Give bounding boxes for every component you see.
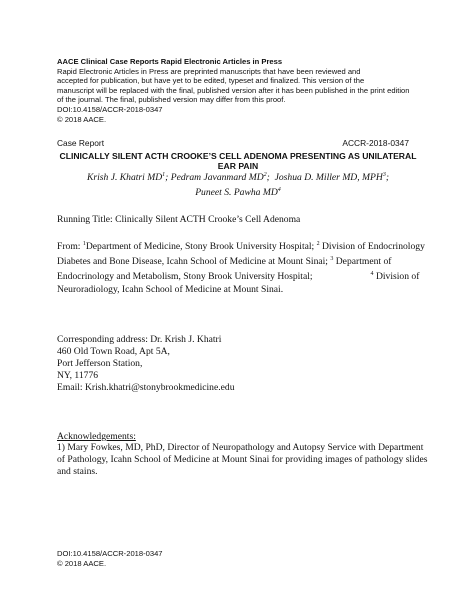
press-notice xyxy=(57,57,429,124)
author-name: Krish J. Khatri MD xyxy=(86,172,163,184)
author-name: ; Joshua D. Miller MD, MPH xyxy=(266,172,383,184)
affiliation-label: From: xyxy=(57,241,83,253)
notice-copyright: © 2018 AACE. xyxy=(57,114,107,124)
affiliation-mark: 4 xyxy=(370,271,374,278)
acknowledgement-line: of Pathology, Icahn School of Medicine at Mount Sinai for providing images of pathology slides xyxy=(57,454,428,465)
correspondence-block xyxy=(57,334,235,394)
article-title: CLINICALLY SILENT ACTH CROOKE’S CELL ADENOMA PRESENTING AS UNILATERAL EAR PAIN xyxy=(59,151,417,171)
address-line: 460 Old Town Road, Apt 5A, xyxy=(57,346,170,357)
email-line: Email: Krish.khatri@stonybrookmedicine.edu xyxy=(57,382,235,393)
notice-line: manuscript will be replaced with the final, published version after it has been published in the print edition xyxy=(57,85,410,95)
acknowledgement-line: and stains. xyxy=(57,466,98,477)
footer-doi: DOI:10.4158/ACCR-2018-0347 xyxy=(57,549,163,558)
author-name: Puneet S. Pawha MD xyxy=(195,187,278,199)
article-id: ACCR-2018-0347 xyxy=(342,138,409,148)
affiliation-text: Division of xyxy=(373,271,420,283)
affiliation-text: Neuroradiology, Icahn School of Medicine at Mount Sinai. xyxy=(57,283,284,295)
notice-line: accepted for publication, but have yet to be edited, typeset and finalized. This version of the xyxy=(57,76,365,86)
affiliations xyxy=(57,238,429,296)
affiliation-line xyxy=(57,238,429,253)
affiliation-text: Diabetes and Bone Disease, Icahn School of Medicine at Mount Sinai; xyxy=(57,256,331,268)
author-separator: ; xyxy=(385,172,390,184)
affiliation-line xyxy=(57,268,429,283)
report-header-row xyxy=(57,138,409,148)
acknowledgements-text xyxy=(57,442,429,478)
author-line-1 xyxy=(57,169,419,184)
correspondence-name: Corresponding address: Dr. Krish J. Khatri xyxy=(57,334,222,345)
notice-line: Rapid Electronic Articles in Press are preprinted manuscripts that have been reviewed and xyxy=(57,66,361,76)
affiliation-mark: 2 xyxy=(316,241,320,247)
affiliation-line xyxy=(57,284,429,296)
affiliation-text: Department of xyxy=(333,256,392,268)
author-name: ; Pedram Javanmard MD xyxy=(165,172,264,184)
page-footer xyxy=(57,549,163,568)
article-type: Case Report xyxy=(57,138,105,148)
address-line: NY, 11776 xyxy=(57,370,99,381)
affiliation-text: Endocrinology and Metabolism, Stony Brook University Hospital; xyxy=(57,271,313,283)
author-list xyxy=(57,169,419,199)
acknowledgement-line: 1) Mary Fowkes, MD, PhD, Director of Neuropathology and Autopsy Service with Department xyxy=(57,442,424,453)
notice-line: of the journal. The final, published version may differ from this proof. xyxy=(57,95,286,105)
running-title: Running Title: Clinically Silent ACTH Crooke’s Cell Adenoma xyxy=(57,214,301,225)
affiliation-mark: 1 xyxy=(82,241,86,247)
affiliation-line xyxy=(57,253,429,268)
author-line-2 xyxy=(57,184,419,199)
affiliation-mark: 3 xyxy=(330,256,334,263)
address-line: Port Jefferson Station, xyxy=(57,358,143,369)
author-affiliation-mark: 4 xyxy=(277,187,281,194)
footer-copyright: © 2018 AACE. xyxy=(57,558,107,568)
notice-doi: DOI:10.4158/ACCR-2018-0347 xyxy=(57,104,163,114)
author-affiliation-mark: 2 xyxy=(263,172,267,178)
notice-heading: AACE Clinical Case Reports Rapid Electronic Articles in Press xyxy=(57,57,283,66)
affiliation-text: Division of Endocrinology xyxy=(319,241,425,253)
author-affiliation-mark: 3 xyxy=(382,172,386,178)
author-affiliation-mark: 1 xyxy=(162,172,166,178)
affiliation-text: Department of Medicine, Stony Brook University Hospital; xyxy=(85,241,317,253)
acknowledgements-heading: Acknowledgements: xyxy=(57,431,136,442)
